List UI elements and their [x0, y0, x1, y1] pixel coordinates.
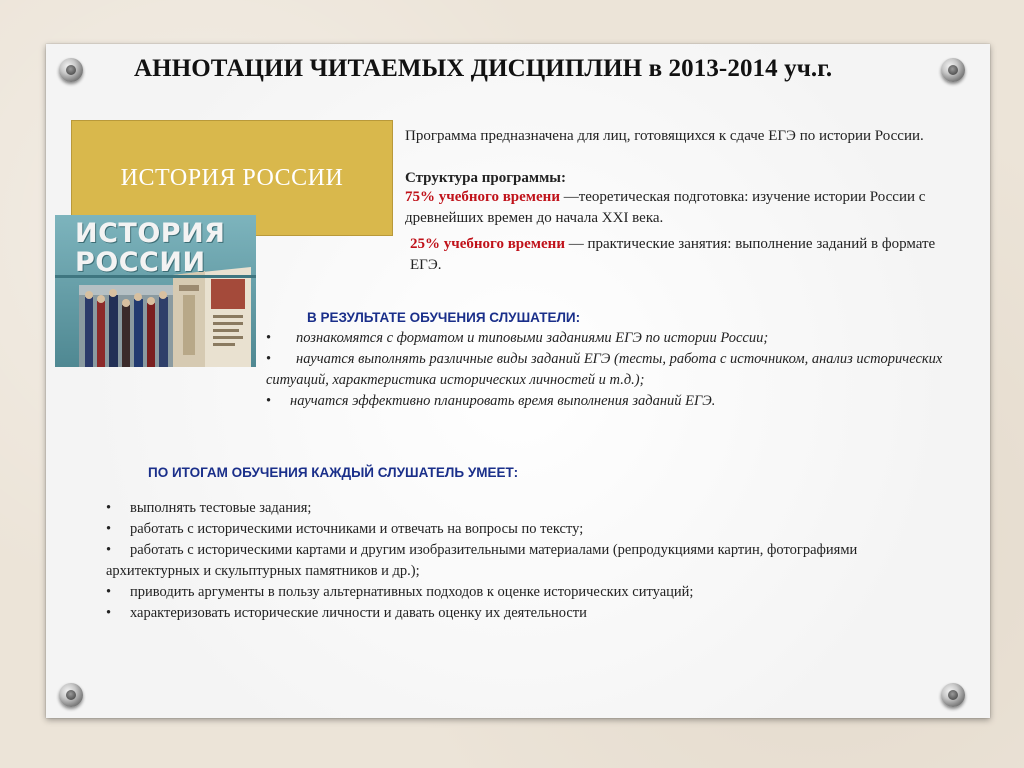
skills-list — [106, 498, 906, 624]
list-item: • работать с историческими картами и другим изобразительными материалами (репродукциями картин, фотографиями архитектурных и скульптурных памятников и др.); — [106, 542, 858, 579]
program-75-highlight: 75% учебного времени — [405, 189, 560, 205]
program-75-text: —теоретическая подготовка: изучение истории России с древнейших времен до начала XXI века. — [405, 189, 926, 226]
skills-heading: ПО ИТОГАМ ОБУЧЕНИЯ КАЖДЫЙ СЛУШАТЕЛЬ УМЕЕТ: — [148, 465, 519, 480]
list-item: • познакомятся с форматом и типовыми заданиями ЕГЭ по истории России; — [266, 330, 769, 346]
structure-label: Структура программы: — [405, 170, 567, 186]
pin-icon — [941, 683, 965, 707]
program-25-text: — практические занятия: выполнение заданий в формате ЕГЭ. — [410, 236, 936, 273]
results-list — [266, 328, 966, 412]
list-item: • научатся эффективно планировать время выполнения заданий ЕГЭ. — [266, 393, 716, 409]
list-item: • выполнять тестовые задания; — [106, 500, 312, 516]
results-heading: В РЕЗУЛЬТАТЕ ОБУЧЕНИЯ СЛУШАТЕЛИ: — [307, 310, 581, 325]
list-item: • научатся выполнять различные виды заданий ЕГЭ (тесты, работа с источником, анализ исторических ситуаций, характеристика исторических личностей и т.д.); — [266, 351, 943, 388]
pin-icon — [59, 58, 83, 82]
list-item: • приводить аргументы в пользу альтернативных подходов к оценке исторических ситуаций; — [106, 584, 694, 600]
program-75-paragraph — [405, 187, 965, 229]
subject-label: ИСТОРИЯ РОССИИ — [120, 164, 344, 191]
program-25-paragraph — [410, 234, 955, 276]
list-item: • работать с историческими источниками и отвечать на вопросы по тексту; — [106, 521, 584, 537]
pin-icon — [941, 58, 965, 82]
slide-title: АННОТАЦИИ ЧИТАЕМЫХ ДИСЦИПЛИН в 2013-2014 уч.г. — [134, 55, 833, 82]
program-25-highlight: 25% учебного времени — [410, 236, 565, 252]
program-intro: Программа предназначена для лиц, готовящихся к сдаче ЕГЭ по истории России. — [405, 128, 924, 144]
pin-icon — [59, 683, 83, 707]
book-cover-image — [55, 215, 256, 367]
list-item: • характеризовать исторические личности и давать оценку их деятельности — [106, 605, 587, 621]
book-cover-title: ИСТОРИЯ РОССИИ — [75, 218, 226, 278]
